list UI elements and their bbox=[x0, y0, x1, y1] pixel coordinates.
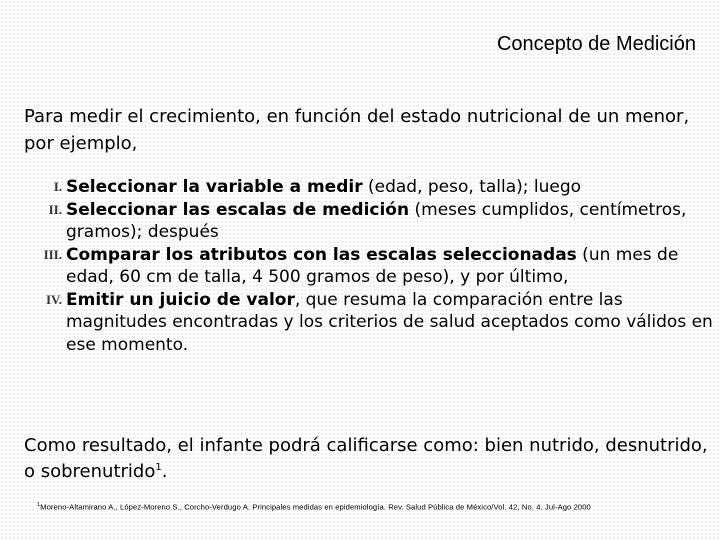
footnote-text: Moreno-Altamirano A., López-Moreno S., Corcho-Verdugo A. Principales medidas en epidemiología. Rev. Salud Pública de México/Vol. 42, No. 4. Jul-Ago 2000 bbox=[40, 502, 591, 512]
list-item bbox=[24, 176, 714, 199]
list-item bbox=[24, 244, 714, 289]
result-end: . bbox=[161, 461, 168, 482]
step-text: , que resuma la comparación entre las magnitudes encontradas y los criterios de salud aceptados como válidos en ese momento. bbox=[66, 289, 713, 355]
step-number: II. bbox=[48, 201, 62, 217]
footnote-ref: 1 bbox=[37, 502, 41, 508]
step-text: (meses cumplidos, centímetros, gramos); después bbox=[66, 199, 687, 242]
result-paragraph bbox=[24, 433, 714, 485]
step-emphasis: Seleccionar las escalas de medición bbox=[66, 199, 410, 220]
result-text: Como resultado, el infante podrá calificarse como: bien nutrido, desnutrido, o sobrenutrido bbox=[24, 435, 708, 482]
step-text: (edad, peso, talla); luego bbox=[362, 177, 582, 197]
intro-paragraph: Para medir el crecimiento, en función del estado nutricional de un menor, por ejemplo, bbox=[24, 106, 690, 154]
list-item bbox=[24, 199, 714, 244]
footnote bbox=[37, 502, 717, 512]
step-number: III. bbox=[43, 246, 62, 262]
slide-title: Concepto de Medición bbox=[496, 33, 696, 55]
step-emphasis: Emitir un juicio de valor bbox=[66, 289, 295, 310]
step-text: (un mes de edad, 60 cm de talla, 4 500 gramos de peso), y por último, bbox=[66, 244, 679, 287]
list-item bbox=[24, 289, 714, 357]
step-number: I. bbox=[53, 179, 62, 194]
step-emphasis: Seleccionar la variable a medir bbox=[66, 177, 363, 197]
footnote-marker: 1 bbox=[155, 462, 162, 473]
steps-list bbox=[24, 176, 714, 356]
step-emphasis: Comparar los atributos con las escalas seleccionadas bbox=[66, 244, 577, 265]
step-number: IV. bbox=[45, 291, 62, 307]
